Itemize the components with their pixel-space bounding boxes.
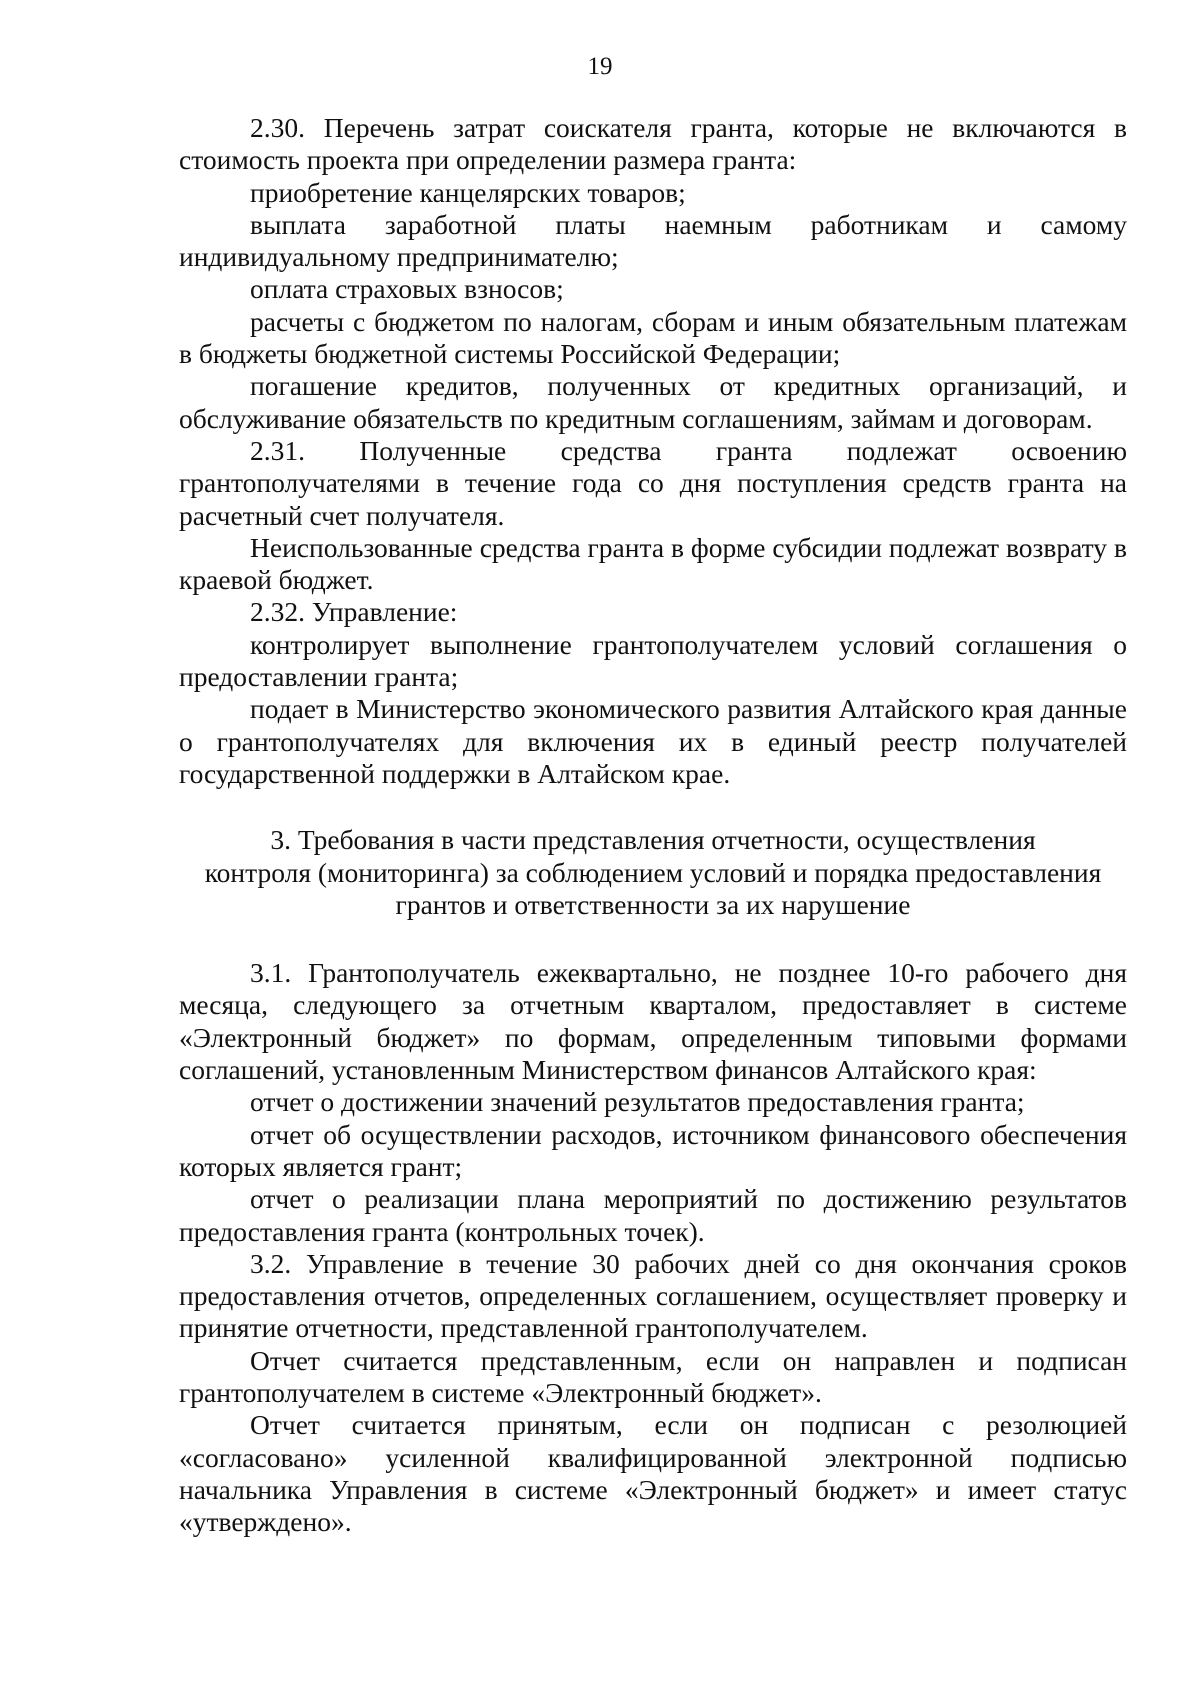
- list-item-report-plan: отчет о реализации плана мероприятий по достижению результатов предоставления гранта (контрольных точек).: [179, 1183, 1127, 1247]
- list-item-credits: погашение кредитов, полученных от кредитных организаций, и обслуживание обязательств по кредитным соглашениям, займам и договорам.: [179, 370, 1127, 434]
- list-item-report-results: отчет о достижении значений результатов предоставления гранта;: [250, 1086, 1025, 1118]
- paragraph-3-1: 3.1. Грантополучатель ежеквартально, не позднее 10-го рабочего дня месяца, следующего за отчетным кварталом, предоставляет в системе «Электронный бюджет» по формам, определенным типовыми формами соглашений, установленным Министерством финансов Алтайского края:: [179, 957, 1127, 1086]
- paragraph-3-2: 3.2. Управление в течение 30 рабочих дней со дня окончания сроков предоставления отчетов, определенных соглашением, осуществляет проверку и принятие отчетности, представленной грантополучателем.: [179, 1247, 1127, 1344]
- list-item-office-supplies: приобретение канцелярских товаров;: [250, 176, 686, 208]
- section-3-heading: [179, 824, 1127, 921]
- section-heading-line: 3. Требования в части представления отчетности, осуществления: [270, 824, 1036, 856]
- paragraph-report-accepted: Отчет считается принятым, если он подписан с резолюцией «согласовано» усиленной квалифицированной электронной подписью начальника Управления в системе «Электронный бюджет» и имеет статус «утверждено».: [179, 1409, 1127, 1538]
- paragraph-2-30: 2.30. Перечень затрат соискателя гранта, которые не включаются в стоимость проекта при определении размера гранта:: [179, 112, 1127, 176]
- paragraph-unused-funds: Неиспользованные средства гранта в форме субсидии подлежат возврату в краевой бюджет.: [179, 531, 1127, 596]
- list-item-controls: контролирует выполнение грантополучателем условий соглашения о предоставлении гранта;: [179, 628, 1127, 693]
- list-item-report-expenses: отчет об осуществлении расходов, источником финансового обеспечения которых является грант;: [179, 1118, 1127, 1182]
- paragraph-2-32: 2.32. Управление:: [250, 596, 458, 628]
- paragraph-report-submitted: Отчет считается представленным, если он направлен и подписан грантополучателем в системе «Электронный бюджет».: [179, 1344, 1127, 1408]
- section-heading-line: контроля (мониторинга) за соблюдением условий и порядка предоставления: [204, 856, 1102, 888]
- list-item-submits: подает в Министерство экономического развития Алтайского края данные о грантополучателях для включения их в единый реестр получателей государственной поддержки в Алтайском крае.: [179, 693, 1127, 789]
- list-item-salary: выплата заработной платы наемным работникам и самому индивидуальному предпринимателю;: [179, 208, 1127, 273]
- section-heading-line: грантов и ответственности за их нарушение: [395, 888, 911, 920]
- list-item-insurance: оплата страховых взносов;: [250, 273, 564, 305]
- page-number: 19: [587, 53, 613, 80]
- list-item-budget-payments: расчеты с бюджетом по налогам, сборам и иным обязательным платежам в бюджеты бюджетной системы Российской Федерации;: [179, 305, 1127, 370]
- document-body: [179, 112, 1127, 1538]
- paragraph-2-31: 2.31. Полученные средства гранта подлежат освоению грантополучателями в течение года со дня поступления средств гранта на расчетный счет получателя.: [179, 434, 1127, 531]
